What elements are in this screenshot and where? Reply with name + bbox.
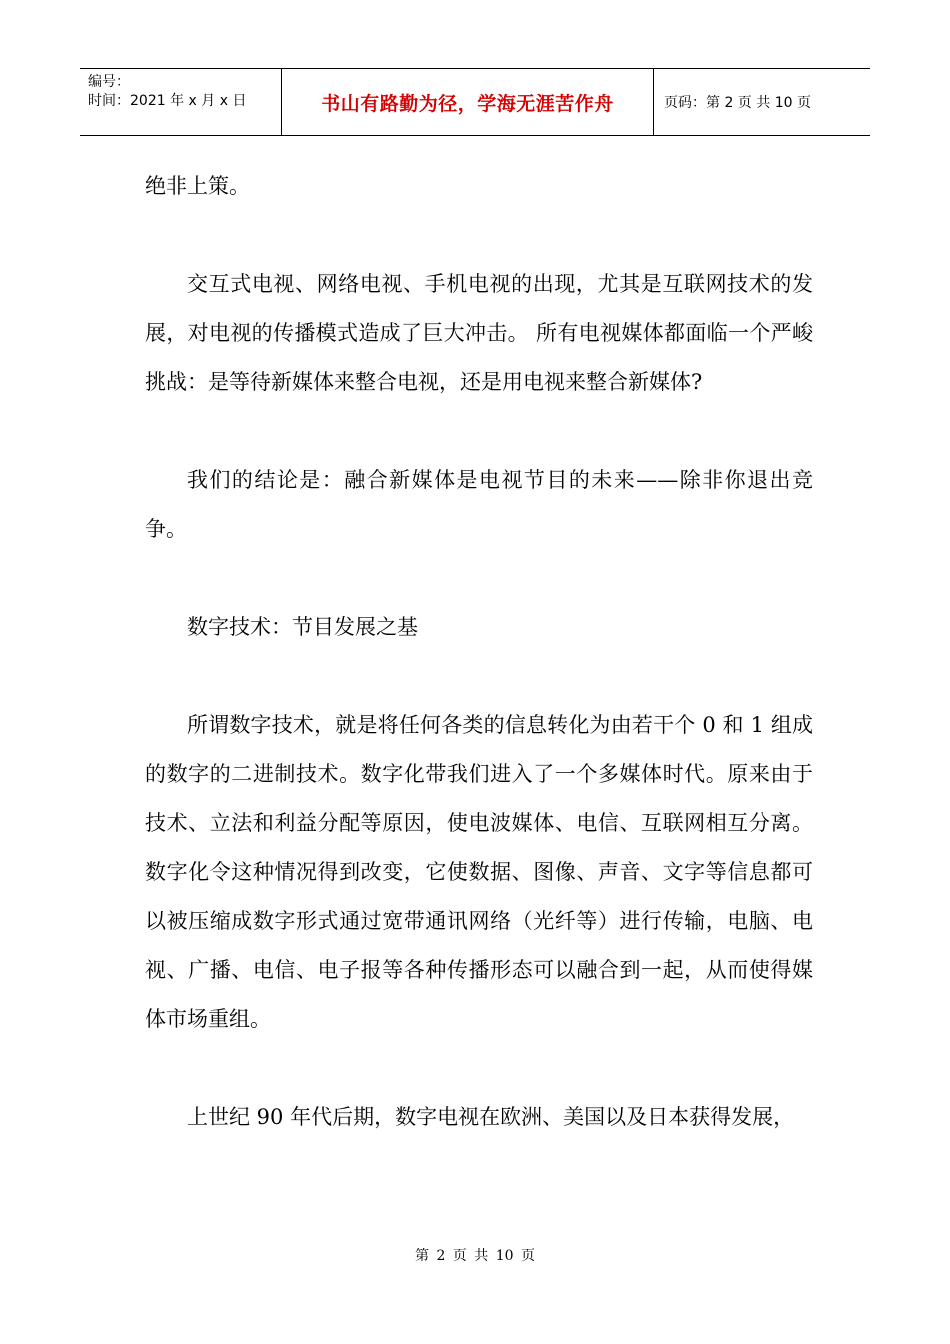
paragraph: 所谓数字技术，就是将任何各类的信息转化为由若干个 0 和 1 组成的数字的二进制技术。数字化带我们进入了一个多媒体时代。原来由于技术、立法和利益分配等原因，使电波媒体、电信、互联网相互分离。数字化令这种情况得到改变，它使数据、图像、声音、文字等信息都可以被压缩成数字形式通过宽带通讯网络（光纤等）进行传输，电脑、电视、广播、电信、电子报等各种传播形态可以融合到一起，从而使得媒体市场重组。 <box>145 713 813 1031</box>
header-motto: 书山有路勤为径，学海无涯苦作舟 <box>282 69 654 135</box>
document-body <box>145 162 813 1191</box>
header-meta <box>80 69 282 135</box>
document-number-label: 编号： <box>88 74 130 90</box>
paragraph: 交互式电视、网络电视、手机电视的出现，尤其是互联网技术的发展，对电视的传播模式造成了巨大冲击。 所有电视媒体都面临一个严峻挑战：是等待新媒体来整合电视，还是用电视来整合新媒体? <box>145 272 813 394</box>
page-footer: 第 2 页 共 10 页 <box>415 1248 535 1264</box>
document-date-label: 时间：2021 年 x 月 x 日 <box>88 93 247 109</box>
paragraph: 上世纪 90 年代后期，数字电视在欧洲、美国以及日本获得发展， <box>187 1105 795 1129</box>
page-header <box>80 68 870 136</box>
section-heading: 数字技术：节目发展之基 <box>187 615 418 639</box>
paragraph-continuation: 绝非上策。 <box>145 174 250 198</box>
header-page-label: 页码：第 2 页 共 10 页 <box>664 95 811 111</box>
paragraph: 我们的结论是：融合新媒体是电视节目的未来——除非你退出竞争。 <box>145 468 813 541</box>
